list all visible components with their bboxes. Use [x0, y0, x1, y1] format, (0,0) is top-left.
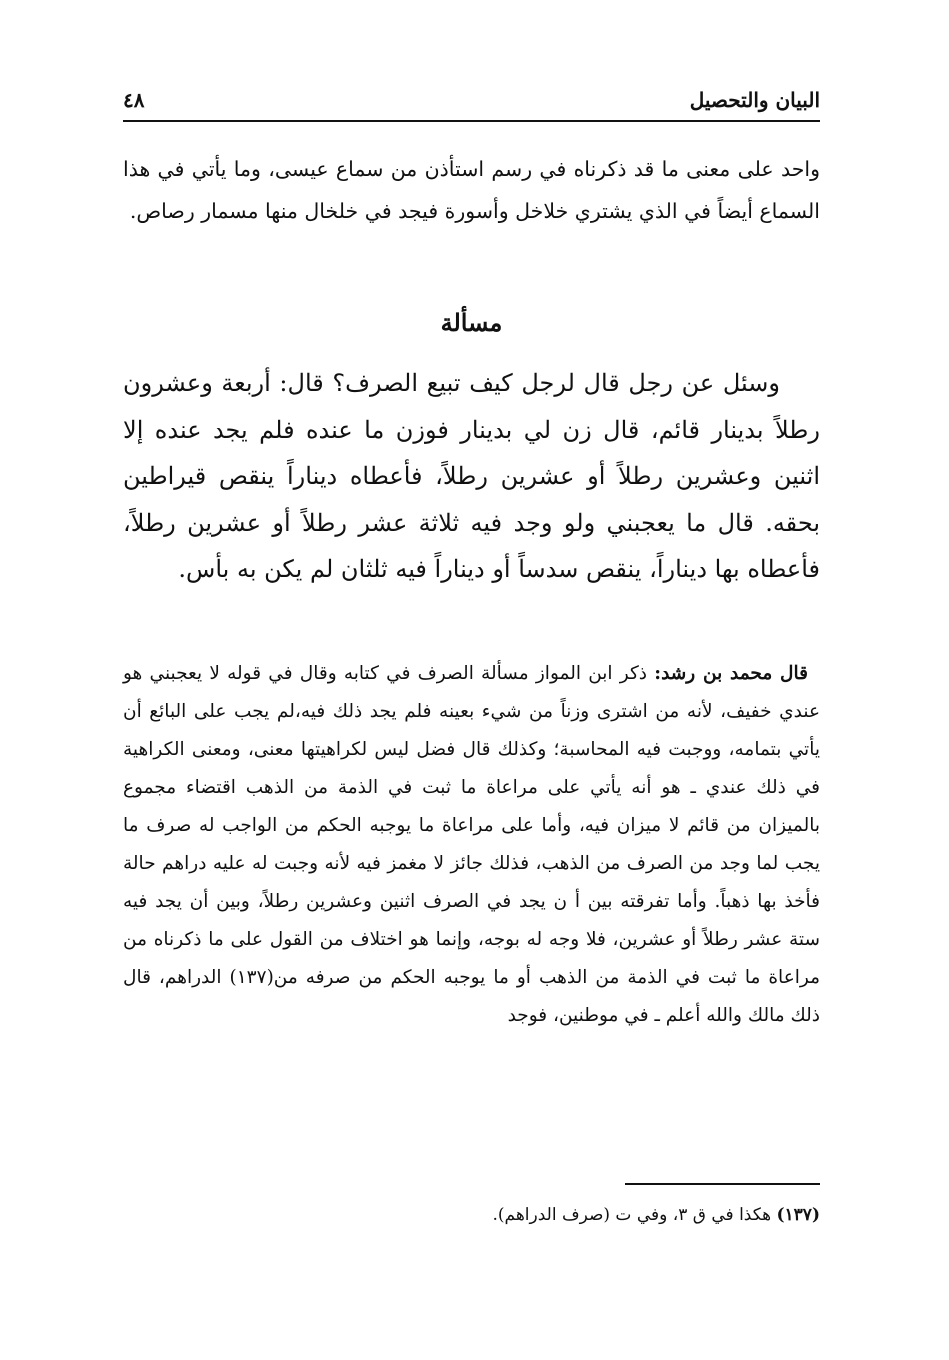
commentary-body [123, 655, 820, 1035]
footnote-rule [625, 1183, 820, 1185]
page-header [123, 83, 820, 117]
commentary-speaker: قال محمد بن رشد: [654, 663, 808, 684]
commentary-paragraph [123, 655, 820, 1035]
question-paragraph [123, 360, 820, 593]
commentary-text: ذكر ابن المواز مسألة الصرف في كتابه وقال في قوله لا يعجبني هو عندي خفيف، لأنه من اشترى وزناً من شيء بعينه فلم يجد ذلك فيه،لم يجب على البائع أن يأتي بتمامه، ووجبت فيه المحاسبة؛ وكذلك قال فضل ليس لكراهيتها معنى، ومعنى الكراهية في ذلك عندي ـ هو أنه يأتي على مراعاة ما ثبت في الذمة من الذهب اقتضاء مجموع بالميزان من قائم لا ميزان فيه، وأما على مراعاة ما يوجبه الحكم من الواجب له صرف ما يجب لما وجد من الصرف من الذهب، فذلك جائز لا مغمز فيه لأنه وجبت له عليه دراهم حالة فأخذ بها ذهباً. وأما تفرقته بين أ ن يجد في الصرف اثنين وعشرين رطلاً، وبين أن يجد فيه ستة عشر رطلاً أو عشرين، فلا وجه له بوجه، وإنما هو اختلاف من القول على ما ذكرناه من مراعاة ما ثبت في الذمة من الذهب أو ما يوجبه الحكم من صرفه من(١٣٧) الدراهم، قال ذلك مالك والله أعلم ـ في موطنين، فوجد [123, 663, 820, 1026]
running-title: البيان والتحصيل [689, 88, 820, 112]
page-number: ٤٨ [123, 88, 145, 112]
footnote [123, 1200, 820, 1230]
header-rule [123, 120, 820, 122]
footnote-text: هكذا في ق ٣، وفي ت (صرف الدراهم). [492, 1205, 772, 1225]
section-title: مسألة [440, 308, 503, 337]
question-text: وسئل عن رجل قال لرجل كيف تبيع الصرف؟ قال: أربعة وعشرون رطلاً بدينار قائم، قال زن لي بدينار فوزن ما عنده فلم يجد عنده إلا اثنين وعشرين رطلاً أو عشرين رطلاً، فأعطاه ديناراً ينقص قيراطين بحقه. قال ما يعجبني ولو وجد فيه ثلاثة عشر رطلاً أو عشرين رطلاً، فأعطاه بها ديناراً، ينقص سدساً أو ديناراً فيه ثلثان لم يكن به بأس. [123, 369, 820, 583]
footnote-number: (١٣٧) [776, 1205, 820, 1225]
intro-paragraph: واحد على معنى ما قد ذكرناه في رسم استأذن من سماع عيسى، وما يأتي في هذا السماع أيضاً في الذي يشتري خلاخل وأسورة فيجد في خلخال منها مسمار رصاص. [123, 157, 820, 223]
